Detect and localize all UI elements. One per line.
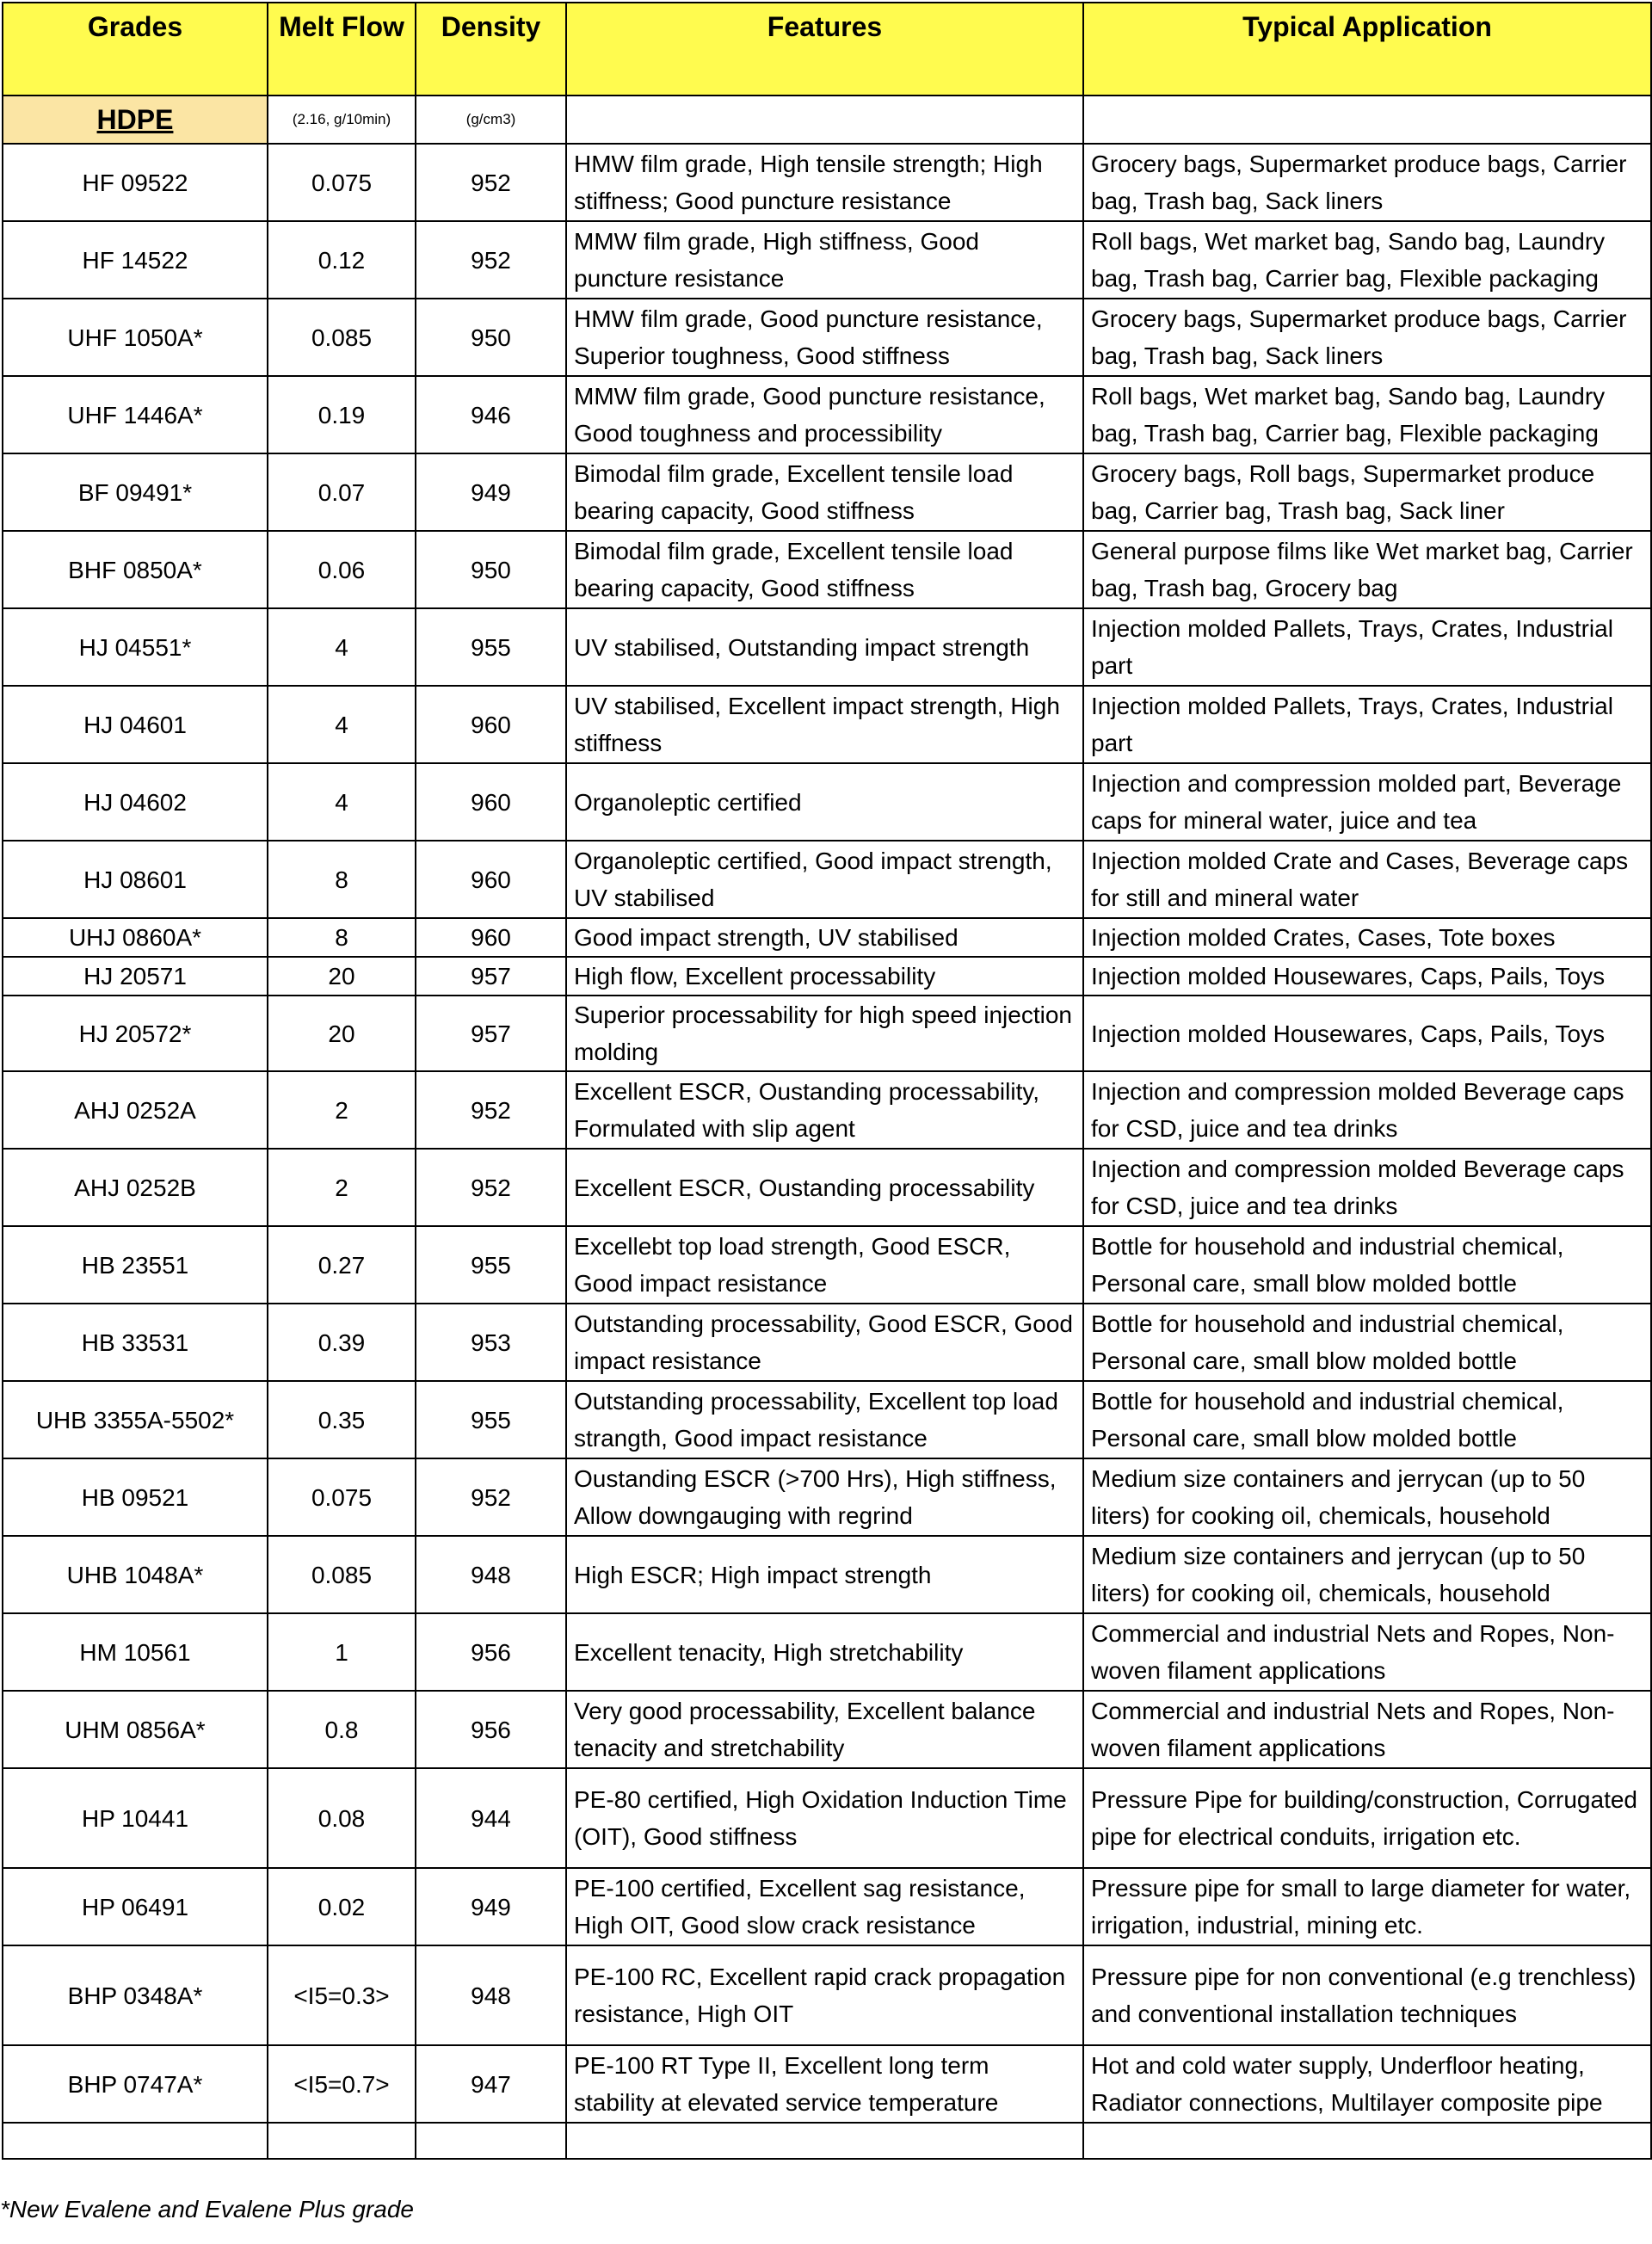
cell-features: MMW film grade, High stiffness, Good puncture resistance	[566, 221, 1083, 299]
cell-melt-flow: 1	[268, 1613, 416, 1691]
cell-grade: BHF 0850A*	[3, 531, 268, 608]
cell-features: Excellent ESCR, Oustanding processability, Formulated with slip agent	[566, 1071, 1083, 1149]
cell-typical-application: Pressure pipe for non conventional (e.g trenchless) and conventional installation techniques	[1083, 1945, 1651, 2045]
table-row	[3, 686, 1651, 763]
cell-features: Good impact strength, UV stabilised	[566, 918, 1083, 957]
cell-typical-application: Roll bags, Wet market bag, Sando bag, Laundry bag, Trash bag, Carrier bag, Flexible packaging	[1083, 221, 1651, 299]
cell-grade: HM 10561	[3, 1613, 268, 1691]
cell-features: Bimodal film grade, Excellent tensile load bearing capacity, Good stiffness	[566, 453, 1083, 531]
header-melt-flow: Melt Flow	[268, 3, 416, 96]
cell-density: 948	[416, 1536, 566, 1613]
cell-grade: HB 09521	[3, 1458, 268, 1536]
cell-grade: HB 33531	[3, 1304, 268, 1381]
table-row	[3, 1691, 1651, 1768]
cell-grade: AHJ 0252A	[3, 1071, 268, 1149]
table-row	[3, 918, 1651, 957]
cell-typical-application: Injection molded Housewares, Caps, Pails, Toys	[1083, 996, 1651, 1071]
cell-density: 947	[416, 2045, 566, 2123]
header-grades: Grades	[3, 3, 268, 96]
cell-grade: HJ 04551*	[3, 608, 268, 686]
cell-features: PE-80 certified, High Oxidation Induction Time (OIT), Good stiffness	[566, 1768, 1083, 1868]
table-row	[3, 996, 1651, 1071]
grades-table-body	[3, 144, 1651, 2123]
cell-typical-application: Medium size containers and jerrycan (up to 50 liters) for cooking oil, chemicals, household	[1083, 1536, 1651, 1613]
cell-features: Very good processability, Excellent balance tenacity and stretchability	[566, 1691, 1083, 1768]
cell-features: Organoleptic certified	[566, 763, 1083, 841]
cell-features: PE-100 RT Type II, Excellent long term stability at elevated service temperature	[566, 2045, 1083, 2123]
cell-melt-flow: 0.075	[268, 1458, 416, 1536]
cell-density: 956	[416, 1613, 566, 1691]
cell-melt-flow: 20	[268, 957, 416, 996]
table-row	[3, 2045, 1651, 2123]
cell-density: 957	[416, 957, 566, 996]
cell-density: 948	[416, 1945, 566, 2045]
header-density: Density	[416, 3, 566, 96]
table-row	[3, 531, 1651, 608]
cell-features: HMW film grade, High tensile strength; High stiffness; Good puncture resistance	[566, 144, 1083, 221]
cell-grade: HP 10441	[3, 1768, 268, 1868]
cell-density: 960	[416, 841, 566, 918]
cell-typical-application: Injection molded Housewares, Caps, Pails, Toys	[1083, 957, 1651, 996]
cell-features: UV stabilised, Excellent impact strength, High stiffness	[566, 686, 1083, 763]
cell-typical-application: Grocery bags, Supermarket produce bags, Carrier bag, Trash bag, Sack liners	[1083, 299, 1651, 376]
cell-grade: UHF 1446A*	[3, 376, 268, 453]
cell-features: Organoleptic certified, Good impact strength, UV stabilised	[566, 841, 1083, 918]
table-row	[3, 1536, 1651, 1613]
cell-typical-application: Injection and compression molded Beverage caps for CSD, juice and tea drinks	[1083, 1149, 1651, 1226]
cell-grade: HB 23551	[3, 1226, 268, 1304]
cell-grade: HP 06491	[3, 1868, 268, 1945]
cell-grade: UHB 1048A*	[3, 1536, 268, 1613]
cell-melt-flow: 0.8	[268, 1691, 416, 1768]
cell-density: 955	[416, 608, 566, 686]
cell-density: 946	[416, 376, 566, 453]
cell-melt-flow: 8	[268, 841, 416, 918]
cell-density: 952	[416, 1458, 566, 1536]
table-row	[3, 1868, 1651, 1945]
footnote: *New Evalene and Evalene Plus grade	[0, 2196, 414, 2222]
cell-typical-application: Grocery bags, Roll bags, Supermarket produce bag, Carrier bag, Trash bag, Sack liner	[1083, 453, 1651, 531]
cell-density: 952	[416, 1149, 566, 1226]
cell-density: 952	[416, 1071, 566, 1149]
cell-grade: BF 09491*	[3, 453, 268, 531]
table-row	[3, 608, 1651, 686]
table-row	[3, 1945, 1651, 2045]
cell-melt-flow: 20	[268, 996, 416, 1071]
empty-cell	[416, 2123, 566, 2159]
cell-density: 952	[416, 144, 566, 221]
cell-melt-flow: 0.08	[268, 1768, 416, 1868]
cell-density: 955	[416, 1381, 566, 1458]
cell-melt-flow: 4	[268, 763, 416, 841]
cell-melt-flow: 0.085	[268, 1536, 416, 1613]
cell-features: PE-100 RC, Excellent rapid crack propagation resistance, High OIT	[566, 1945, 1083, 2045]
cell-density: 960	[416, 918, 566, 957]
cell-melt-flow: 0.35	[268, 1381, 416, 1458]
header-typical-application: Typical Application	[1083, 3, 1651, 96]
empty-cell	[1083, 2123, 1651, 2159]
table-row	[3, 1768, 1651, 1868]
cell-grade: UHF 1050A*	[3, 299, 268, 376]
density-unit: (g/cm3)	[416, 96, 566, 144]
cell-grade: UHB 3355A-5502*	[3, 1381, 268, 1458]
application-blank	[1083, 96, 1651, 144]
cell-typical-application: Commercial and industrial Nets and Ropes, Non-woven filament applications	[1083, 1691, 1651, 1768]
table-row	[3, 1458, 1651, 1536]
cell-features: Outstanding processability, Excellent top load strangth, Good impact resistance	[566, 1381, 1083, 1458]
cell-features: HMW film grade, Good puncture resistance, Superior toughness, Good stiffness	[566, 299, 1083, 376]
cell-melt-flow: 0.06	[268, 531, 416, 608]
cell-density: 949	[416, 1868, 566, 1945]
cell-melt-flow: 0.12	[268, 221, 416, 299]
cell-features: UV stabilised, Outstanding impact strength	[566, 608, 1083, 686]
cell-typical-application: Injection molded Crates, Cases, Tote boxes	[1083, 918, 1651, 957]
cell-typical-application: Roll bags, Wet market bag, Sando bag, Laundry bag, Trash bag, Carrier bag, Flexible packaging	[1083, 376, 1651, 453]
cell-melt-flow: 2	[268, 1149, 416, 1226]
cell-density: 957	[416, 996, 566, 1071]
cell-density: 960	[416, 763, 566, 841]
cell-grade: UHM 0856A*	[3, 1691, 268, 1768]
cell-typical-application: Bottle for household and industrial chemical, Personal care, small blow molded bottle	[1083, 1381, 1651, 1458]
cell-density: 950	[416, 531, 566, 608]
cell-melt-flow: 2	[268, 1071, 416, 1149]
empty-cell	[566, 2123, 1083, 2159]
cell-grade: BHP 0348A*	[3, 1945, 268, 2045]
header-features: Features	[566, 3, 1083, 96]
cell-melt-flow: 0.27	[268, 1226, 416, 1304]
cell-grade: UHJ 0860A*	[3, 918, 268, 957]
cell-typical-application: Injection molded Pallets, Trays, Crates, Industrial part	[1083, 686, 1651, 763]
cell-density: 950	[416, 299, 566, 376]
table-row	[3, 1071, 1651, 1149]
cell-typical-application: Grocery bags, Supermarket produce bags, Carrier bag, Trash bag, Sack liners	[1083, 144, 1651, 221]
cell-typical-application: Bottle for household and industrial chemical, Personal care, small blow molded bottle	[1083, 1226, 1651, 1304]
cell-melt-flow: 0.075	[268, 144, 416, 221]
table-row	[3, 1613, 1651, 1691]
cell-typical-application: Hot and cold water supply, Underfloor heating, Radiator connections, Multilayer composite pipe	[1083, 2045, 1651, 2123]
table-row	[3, 763, 1651, 841]
cell-grade: HF 14522	[3, 221, 268, 299]
cell-typical-application: Injection molded Crate and Cases, Beverage caps for still and mineral water	[1083, 841, 1651, 918]
table-row	[3, 957, 1651, 996]
cell-features: Superior processability for high speed injection molding	[566, 996, 1083, 1071]
empty-cell	[268, 2123, 416, 2159]
cell-features: High flow, Excellent processability	[566, 957, 1083, 996]
cell-melt-flow: 0.07	[268, 453, 416, 531]
cell-features: Bimodal film grade, Excellent tensile load bearing capacity, Good stiffness	[566, 531, 1083, 608]
empty-row	[3, 2123, 1651, 2159]
table-row	[3, 1381, 1651, 1458]
cell-grade: HF 09522	[3, 144, 268, 221]
cell-features: Excellebt top load strength, Good ESCR, Good impact resistance	[566, 1226, 1083, 1304]
cell-melt-flow: <I5=0.7>	[268, 2045, 416, 2123]
cell-density: 949	[416, 453, 566, 531]
cell-typical-application: Pressure Pipe for building/construction, Corrugated pipe for electrical conduits, irrigation etc.	[1083, 1768, 1651, 1868]
cell-typical-application: Bottle for household and industrial chemical, Personal care, small blow molded bottle	[1083, 1304, 1651, 1381]
cell-typical-application: Injection molded Pallets, Trays, Crates, Industrial part	[1083, 608, 1651, 686]
cell-density: 960	[416, 686, 566, 763]
cell-melt-flow: 0.39	[268, 1304, 416, 1381]
cell-melt-flow: 0.085	[268, 299, 416, 376]
table-row	[3, 1226, 1651, 1304]
cell-typical-application: Injection and compression molded part, Beverage caps for mineral water, juice and tea	[1083, 763, 1651, 841]
cell-typical-application: Medium size containers and jerrycan (up to 50 liters) for cooking oil, chemicals, household	[1083, 1458, 1651, 1536]
features-blank	[566, 96, 1083, 144]
hdpe-grades-table	[2, 2, 1652, 2160]
cell-features: Excellent ESCR, Oustanding processability	[566, 1149, 1083, 1226]
cell-features: PE-100 certified, Excellent sag resistance, High OIT, Good slow crack resistance	[566, 1868, 1083, 1945]
cell-grade: HJ 20571	[3, 957, 268, 996]
cell-typical-application: General purpose films like Wet market bag, Carrier bag, Trash bag, Grocery bag	[1083, 531, 1651, 608]
cell-features: Outstanding processability, Good ESCR, Good impact resistance	[566, 1304, 1083, 1381]
table-row	[3, 376, 1651, 453]
table-row	[3, 299, 1651, 376]
cell-melt-flow: 0.19	[268, 376, 416, 453]
cell-melt-flow: 4	[268, 686, 416, 763]
cell-features: MMW film grade, Good puncture resistance, Good toughness and processibility	[566, 376, 1083, 453]
cell-density: 953	[416, 1304, 566, 1381]
cell-melt-flow: 0.02	[268, 1868, 416, 1945]
table-row	[3, 841, 1651, 918]
section-row	[3, 96, 1651, 144]
cell-density: 955	[416, 1226, 566, 1304]
cell-density: 952	[416, 221, 566, 299]
cell-grade: HJ 04602	[3, 763, 268, 841]
empty-cell	[3, 2123, 268, 2159]
header-row	[3, 3, 1651, 96]
cell-typical-application: Injection and compression molded Beverage caps for CSD, juice and tea drinks	[1083, 1071, 1651, 1149]
cell-typical-application: Pressure pipe for small to large diameter for water, irrigation, industrial, mining etc.	[1083, 1868, 1651, 1945]
cell-melt-flow: <I5=0.3>	[268, 1945, 416, 2045]
cell-features: High ESCR; High impact strength	[566, 1536, 1083, 1613]
melt-flow-unit: (2.16, g/10min)	[268, 96, 416, 144]
cell-density: 956	[416, 1691, 566, 1768]
cell-melt-flow: 4	[268, 608, 416, 686]
table-row	[3, 1149, 1651, 1226]
cell-grade: HJ 20572*	[3, 996, 268, 1071]
cell-grade: HJ 04601	[3, 686, 268, 763]
table-row	[3, 144, 1651, 221]
cell-features: Oustanding ESCR (>700 Hrs), High stiffness, Allow downgauging with regrind	[566, 1458, 1083, 1536]
cell-melt-flow: 8	[268, 918, 416, 957]
table-row	[3, 453, 1651, 531]
table-row	[3, 221, 1651, 299]
cell-density: 944	[416, 1768, 566, 1868]
cell-grade: AHJ 0252B	[3, 1149, 268, 1226]
cell-features: Excellent tenacity, High stretchability	[566, 1613, 1083, 1691]
cell-grade: HJ 08601	[3, 841, 268, 918]
table-row	[3, 1304, 1651, 1381]
cell-grade: BHP 0747A*	[3, 2045, 268, 2123]
cell-typical-application: Commercial and industrial Nets and Ropes, Non-woven filament applications	[1083, 1613, 1651, 1691]
section-label-hdpe: HDPE	[3, 96, 268, 144]
